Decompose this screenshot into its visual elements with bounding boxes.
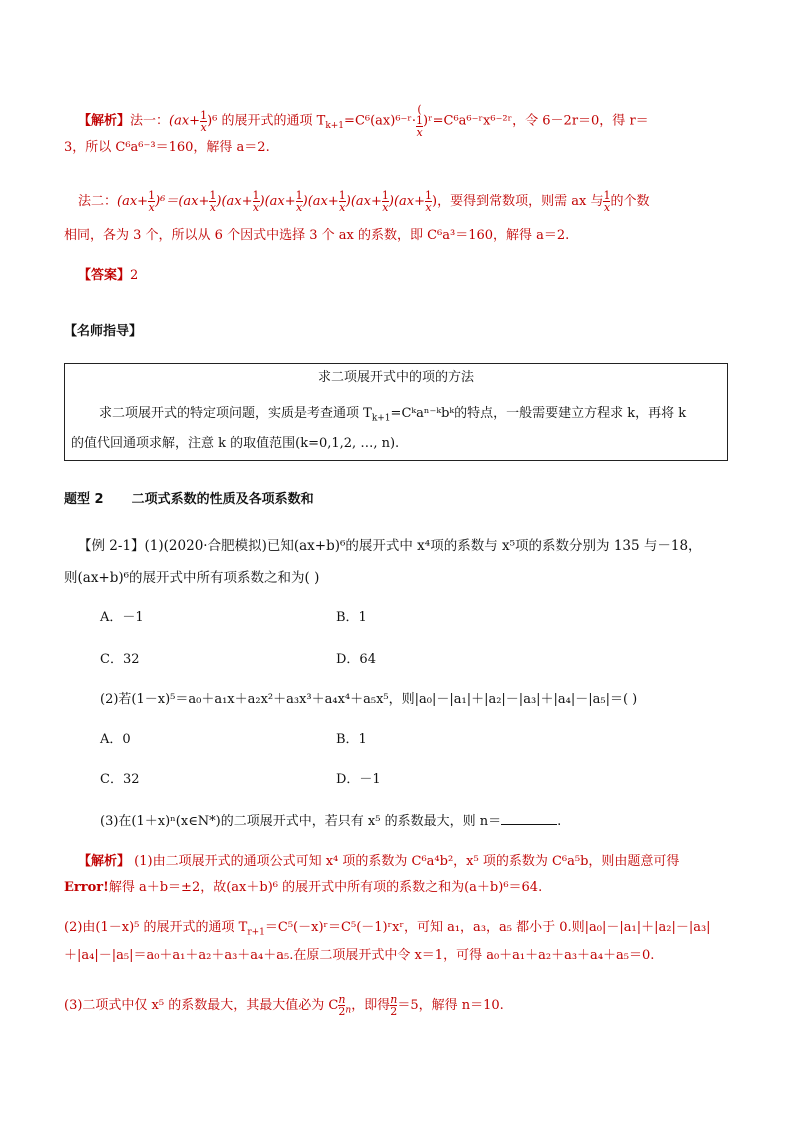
option-a: A．0 (100, 732, 131, 747)
option-c: C．32 (100, 652, 140, 667)
box-title: 求二项展开式中的项的方法 (317, 370, 474, 385)
solution-line-4: 相同，各为 3 个，所以从 6 个因式中选择 3 个 ax 的系数，即 C⁶a³＝160，解得 a＝2. (64, 228, 570, 243)
box-line-1: 求二项展开式的特定项问题，实质是考查通项 $T_{k+1}=Cᵏa^{n-}ᵏbᵏ$的特点，一般需要建立方程求 k，再将 k (99, 406, 687, 424)
sol-line-1: 【解析】 (1)由二项展开式的通项公式可知 x⁴ 项的系数为 C⁶a⁴b²，x⁵ 项的系数为 C⁶a⁵b，则由题意可得 (78, 854, 680, 869)
box-line-2: 的值代回通项求解，注意 k 的取值范围(k=0,1,2, …, n). (71, 436, 400, 451)
option-c: C．32 (100, 772, 140, 787)
example-line-2: 则(ax+b)⁶的展开式中所有项系数之和为( ) (64, 570, 320, 586)
sol-line-5: (3)二项式中仅 x⁵ 的系数最大，其最大值必为 C $\frac{n}{2}$ $_n$，即得 $\frac{n}{2}$ ＝5，解得 n＝10. (64, 993, 504, 1018)
example-line-1: 【例 2-1】(1)(2020·合肥模拟)已知(ax+b)⁶的展开式中 x⁴项的系数与 x⁵项的系数分别为 135 与－18， (78, 538, 702, 554)
method-box (64, 363, 728, 461)
answer-blank (501, 810, 557, 825)
option-d: D．64 (336, 652, 376, 667)
question-2: (2)若(1－x)⁵＝a₀＋a₁x＋a₂x²＋a₃x³＋a₄x⁴＋a₅x⁵，则|a₀|－|a₁|＋|a₂|－|a₃|＋|a₄|－|a₅|＝( ) (100, 692, 638, 707)
answer-line (78, 266, 138, 286)
fraction: $\frac{1}{x}$ (200, 108, 208, 134)
solution-line-2: 3，所以 C⁶a⁶⁻³＝160，解得 a＝2. (64, 140, 270, 155)
question-3: (3)在(1＋x)ⁿ(x∈N*)的二项展开式中，若只有 x⁵ 的系数最大，则 n＝ . (100, 810, 561, 832)
option-d: D．－1 (336, 772, 381, 787)
sol-line-3: (2)由(1－x)⁵ 的展开式的通项 $T_{r+1}=C^5(-x)ʳ=C^5(-1)ʳxʳ$，可知 a₁，a₃，a₅ 都小于 0.则|a₀|－|a₁|＋|a₂|－|a₃| (64, 920, 711, 938)
answer-value: 2 (130, 268, 139, 283)
sol-line-4: ＋|a₄|－|a₅|＝a₀＋a₁＋a₂＋a₃＋a₄＋a₅.在原二项展开式中令 x＝1，可得 a₀＋a₁＋a₂＋a₃＋a₄＋a₅＝0. (64, 948, 655, 963)
solution-line-3: 法二：(ax+ $\frac{1}{x}$ )⁶＝(ax+ $\frac{1}{x}$ )(ax+ $\frac{1}{x}$ )(ax+ $\frac{1}{x}$ )(ax+ $\frac{1}{x}$ )(ax+ $\frac{1}{x}$ )(ax+ $\frac{1}{x}$ )，要得到常数项，则需 ax 与 $\frac{1}{x}$ 的个数 (78, 189, 650, 214)
solution-line-1: 【解析】法一：(ax+ $\frac{1}{x}$ )⁶ 的展开式的通项 $T_{k+1}=C^6(ax)^{6-}ʳ\cdot$( 1 x )ʳ=C⁶a⁶⁻ʳx⁶⁻²ʳ，令 6－2r＝0，得 r＝ (78, 103, 649, 139)
type-heading: 题型 2 二项式系数的性质及各项系数和 (64, 492, 314, 507)
solution-label: 【解析】 (78, 113, 131, 129)
tips-heading: 【名师指导】 (64, 324, 143, 339)
option-b: B．1 (336, 610, 367, 625)
error-text: Error! (64, 880, 109, 895)
option-b: B．1 (336, 732, 367, 747)
answer-label: 【答案】 (78, 268, 131, 283)
option-a: A．－1 (100, 610, 144, 625)
sol-line-2: Error!解得 a＋b＝±2，故(ax＋b)⁶ 的展开式中所有项的系数之和为(a＋b)⁶＝64. (64, 880, 543, 895)
